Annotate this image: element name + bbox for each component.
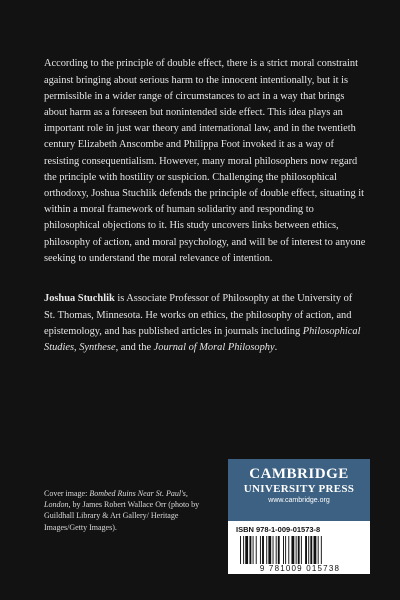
publisher-url: www.cambridge.org: [268, 497, 330, 504]
journal-name: Journal of Moral Philosophy: [153, 342, 275, 353]
credit-prefix: Cover image:: [44, 489, 90, 498]
credit-suffix: , by James Robert Wallace Orr (photo by Guildhall Library & Art Gallery/ Heritage Images/Getty Images).: [44, 500, 200, 532]
author-bio: [44, 291, 366, 356]
book-description: According to the principle of double effect, there is a strict moral constraint against bringing about serious harm to the innocent intentionally, but it is permissible in a wider range of circumstances to act in a way that brings about harm as a foreseen but nonintended side effect. This idea plays an important role in just war theory and international law, and in the twentieth century Elizabeth Anscombe and Philippa Foot invoked it as a way of resisting consequentialism. However, many moral philosophers now regard the principle with hostility or suspicion. Challenging the philosophical orthodoxy, Joshua Stuchlik defends the principle of double effect, situating it within a moral framework of human solidarity and responding to philosophical objections to it. His study uncovers links between ethics, philosophy of action, and moral psychology, and will be of interest to anyone seeking to understand the moral relevance of intention.: [44, 58, 366, 264]
barcode-digits: 9 781009 015738: [259, 564, 341, 573]
artwork-title: Bombed Ruins Near St. Paul's, London: [44, 489, 188, 510]
publisher-logo: [228, 459, 370, 521]
cover-image-credit: [44, 488, 204, 533]
author-name: Joshua Stuchlik: [44, 293, 115, 305]
isbn-barcode-box: [228, 521, 370, 574]
publisher-subname: UNIVERSITY PRESS: [243, 483, 355, 495]
barcode-icon: [238, 536, 360, 564]
bio-separator: , and the: [115, 342, 154, 353]
bio-separator: ,: [74, 342, 80, 353]
isbn-label: ISBN 978-1-009-01573-8: [236, 525, 321, 534]
journal-name: Philosophical Studies: [44, 325, 361, 353]
journal-name: Synthese: [79, 342, 116, 353]
bio-end: .: [274, 342, 278, 353]
bio-text: is Associate Professor of Philosophy at the University of St. Thomas, Minnesota. He works on ethics, the philosophy of action, and epistemology, and has published articles in journals including: [44, 293, 353, 337]
publisher-name: CAMBRIDGE: [249, 466, 349, 482]
